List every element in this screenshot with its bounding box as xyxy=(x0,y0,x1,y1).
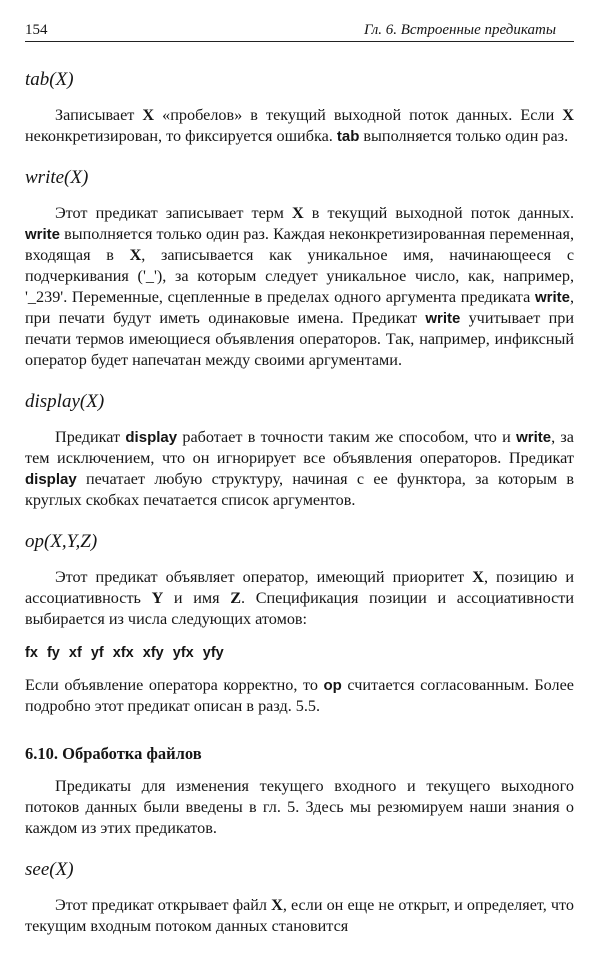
predicate-heading-display: display(X) xyxy=(25,391,105,412)
op-description: Этот предикат объявляет оператор, имеющий приоритет X, позицию и ассоциативность Y и имя Z. Спецификация позиции и ассоциативности выбирается из числа следующих атомов: xyxy=(25,568,574,628)
predicate-heading-op: op(X,Y,Z) xyxy=(25,531,98,552)
op-conclusion: Если объявление оператора корректно, то op считается согласованным. Более подробно этот предикат описан в разд. 5.5. xyxy=(25,676,574,715)
atom: yf xyxy=(90,645,104,661)
atom: yfy xyxy=(202,645,224,661)
display-description: Предикат display работает в точности таким же способом, что и write, за тем исключением, что он игнорирует все объявления операторов. Предикат display печатает любую структуру, начиная с ее функтора, за которым в круглых скобках печатается список аргументов. xyxy=(25,428,574,509)
page-number: 154 xyxy=(25,22,48,38)
predicate-heading-tab: tab(X) xyxy=(25,69,74,90)
book-page xyxy=(25,22,574,957)
atom: fy xyxy=(46,645,60,661)
running-head xyxy=(25,22,574,42)
tab-description: Записывает X «пробелов» в текущий выходной поток данных. Если X неконкретизирован, то фиксируется ошибка. tab выполняется только один раз. xyxy=(25,106,574,145)
atom: xf xyxy=(68,645,82,661)
atom: xfy xyxy=(142,645,164,661)
predicate-heading-write: write(X) xyxy=(25,167,89,188)
see-description: Этот предикат открывает файл X, если он еще не открыт, и определяет, что текущим входным потоком данных становится xyxy=(25,896,574,935)
predicate-heading-see: see(X) xyxy=(25,859,74,880)
atom: yfx xyxy=(172,645,194,661)
atom: xfx xyxy=(112,645,134,661)
chapter-title: Гл. 6. Встроенные предикаты xyxy=(363,22,556,38)
write-description: Этот предикат записывает терм X в текущий выходной поток данных. write выполняется только один раз. Каждая неконкретизированная переменная, входящая в X, записывается как уникальное имя, начинающееся с подчеркивания ('_'), за которым следует уникальное число, как, например, '_239'. Переменные, сцепленные в пределах одного аргумента предиката write, при печати будут иметь одинаковые имена. Предикат write учитывает при печати термов имеющиеся объявления операторов. Так, например, инфиксный оператор будет напечатан между своими аргументами. xyxy=(25,204,575,369)
section-heading: 6.10. Обработка файлов xyxy=(25,744,202,763)
section-intro: Предикаты для изменения текущего входного и текущего выходного потоков данных были введены в гл. 5. Здесь мы резюмируем наши знания о каждом из этих предикатов. xyxy=(25,777,574,837)
associativity-atoms xyxy=(25,643,574,663)
atom: fx xyxy=(25,645,38,661)
